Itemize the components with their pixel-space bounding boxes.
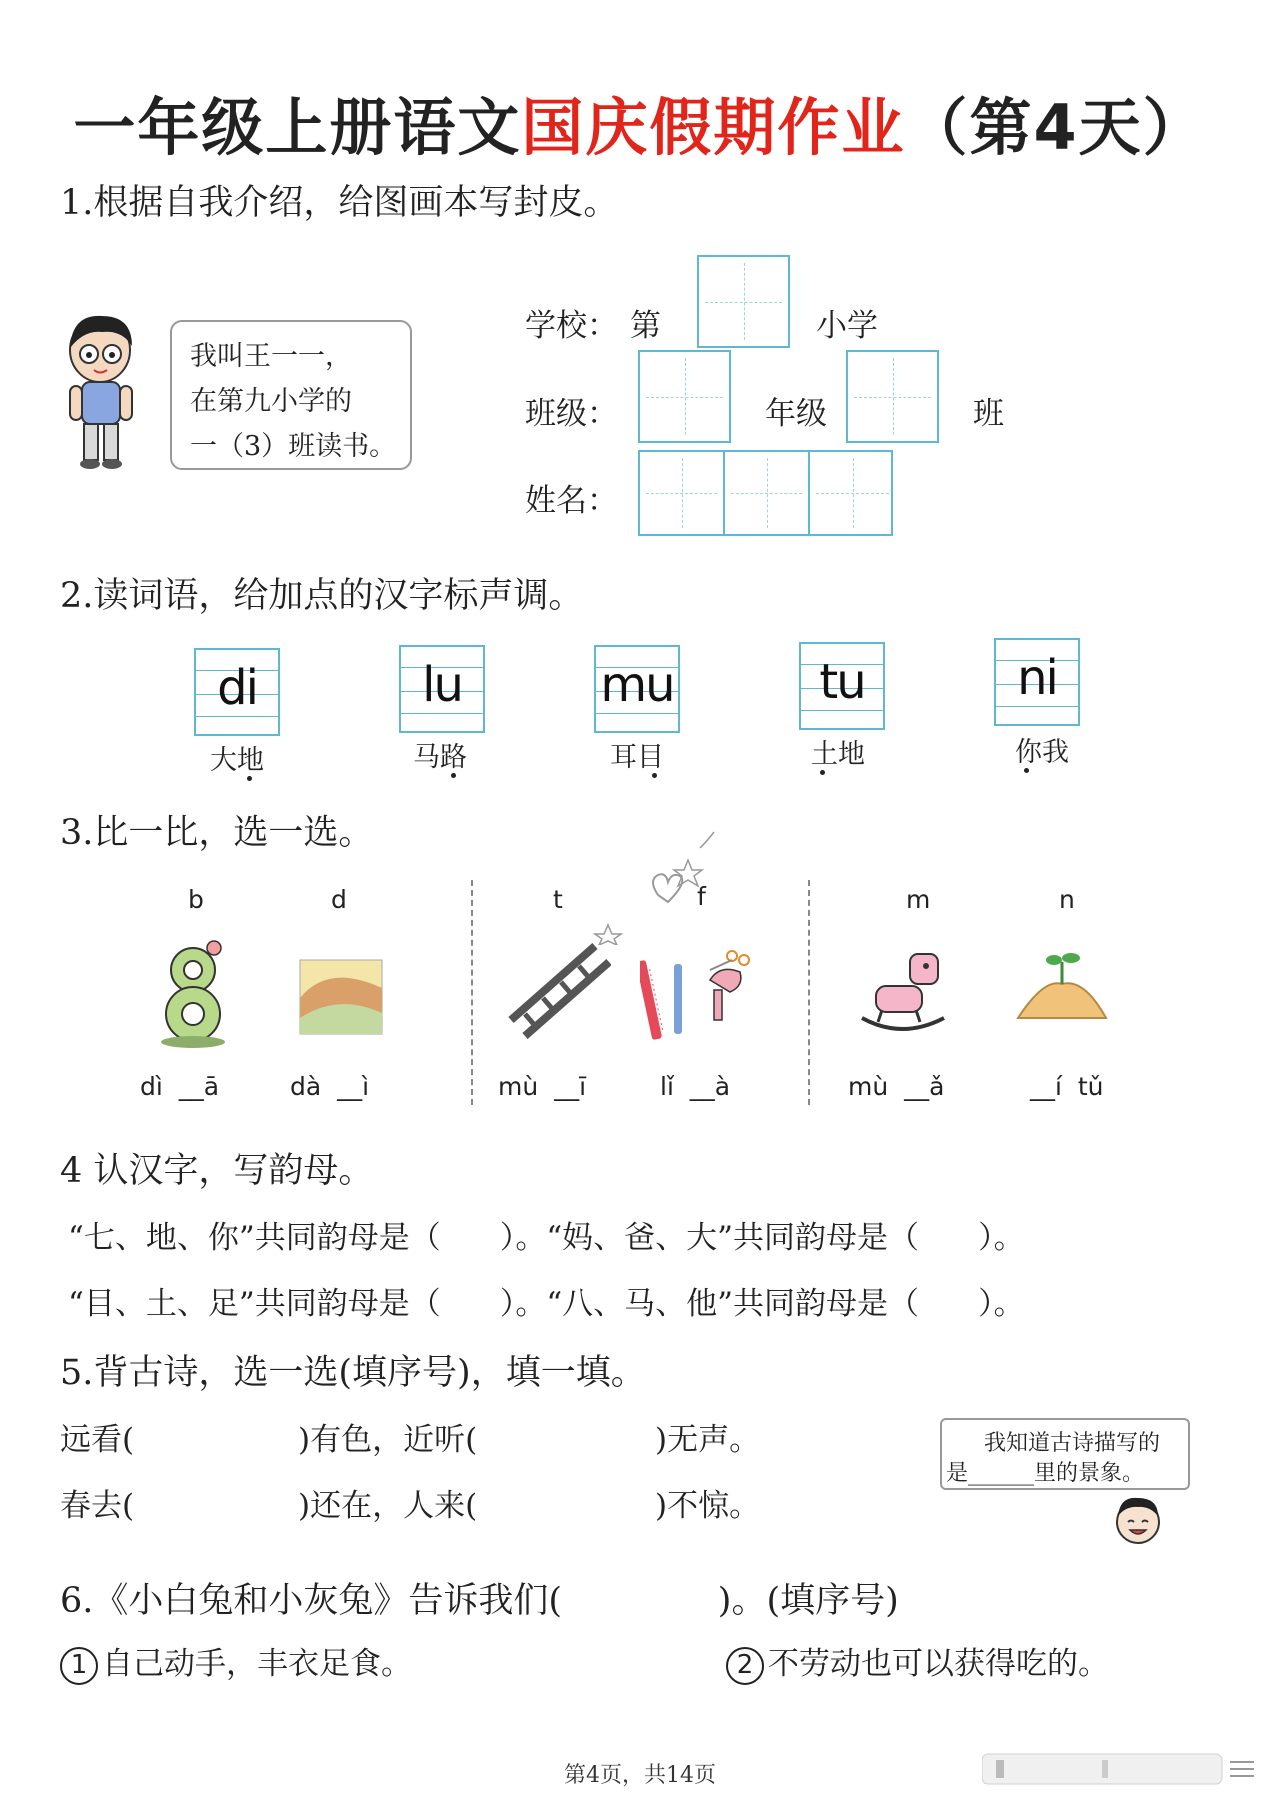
- q2-word-5: 你我: [1015, 737, 1069, 768]
- q4-heading: 4 认汉字，写韵母。: [60, 1151, 374, 1191]
- letter-f: f: [697, 882, 706, 911]
- q4-line-2: “目、土、足”共同韵母是（ ）。“八、马、他”共同韵母是（ ）。: [68, 1286, 1025, 1322]
- rocking-horse-picture: [852, 948, 952, 1034]
- q2-word-4: 土地: [811, 739, 865, 770]
- bubble-line-1: 我叫王一一，: [190, 341, 352, 372]
- hair-tools-picture: [640, 950, 755, 1050]
- class-label: 班级：: [525, 396, 618, 432]
- q5-line2-c: )不惊。: [655, 1488, 761, 1524]
- title-part3: （第4天）: [905, 91, 1207, 164]
- boy-illustration: [62, 308, 140, 474]
- name-label: 姓名：: [525, 483, 618, 519]
- scroll-bar-decoration: [982, 1750, 1258, 1788]
- q3-pinyin-5: mù __ǎ: [848, 1072, 945, 1101]
- page-footer: 第4页，共14页: [564, 1763, 716, 1788]
- q5-line2-b: )还在，人来(: [298, 1488, 478, 1524]
- title-part2: 国庆假期作业: [521, 91, 906, 164]
- pinyin-box-4: tu: [799, 642, 885, 730]
- intro-speech-bubble: [170, 320, 412, 470]
- sparkle-decoration: [588, 830, 718, 945]
- emphasis-dot: [1024, 768, 1029, 773]
- q6-option-2-text: 不劳动也可以获得吃的。: [768, 1646, 1109, 1682]
- divider: [808, 880, 810, 1105]
- smiling-boy-icon: [1112, 1492, 1164, 1546]
- pinyin-box-3: mu: [594, 645, 680, 733]
- class-word: 班: [973, 396, 1004, 432]
- pinyin-box-5: ni: [994, 638, 1080, 726]
- option-number-2: 2: [726, 1647, 764, 1685]
- emphasis-dot: [451, 773, 456, 778]
- q6-heading: 6.《小白兔和小灰兔》告诉我们( )。(填序号): [60, 1581, 899, 1621]
- q2-heading: 2.读词语，给加点的汉字标声调。: [60, 576, 584, 616]
- emphasis-dot: [820, 770, 825, 775]
- q6-option-1-text: 自己动手，丰衣足食。: [102, 1646, 412, 1682]
- q3-heading: 3.比一比，选一选。: [60, 813, 374, 853]
- grade-word: 年级: [765, 396, 827, 432]
- letter-n: n: [1059, 885, 1075, 914]
- hill-landscape-picture: [298, 958, 384, 1036]
- q2-word-3: 耳目: [610, 742, 664, 773]
- q3-pinyin-1: dì __ā: [140, 1072, 220, 1101]
- letter-m: m: [906, 885, 931, 914]
- q3-pinyin-6: __í tǔ: [1030, 1072, 1104, 1101]
- bubble-line-3: 一（3）班读书。: [190, 431, 397, 462]
- q5-line2-a: 春去(: [60, 1488, 135, 1524]
- q6-option-2[interactable]: [726, 1638, 1109, 1685]
- title-part1: 一年级上册语文: [73, 91, 522, 164]
- divider: [471, 880, 473, 1105]
- q2-word-1: 大地: [210, 745, 264, 776]
- emphasis-dot: [247, 776, 252, 781]
- q5-line1-b: )有色，近听(: [298, 1422, 478, 1458]
- sprout-in-soil-picture: [1014, 948, 1110, 1022]
- q5-heading: 5.背古诗，选一选(填序号)，填一填。: [60, 1353, 646, 1393]
- letter-d: d: [331, 885, 347, 914]
- school-prefix: 第: [630, 308, 661, 344]
- number-eight-picture: [158, 940, 228, 1048]
- ladder-picture: [505, 940, 611, 1040]
- poem-bubble-line-1: 我知道古诗描写的: [984, 1431, 1161, 1456]
- bubble-line-2: 在第九小学的: [190, 386, 352, 417]
- poem-bubble-line-2: 是______里的景象。: [946, 1461, 1145, 1486]
- q3-pinyin-4: lǐ __à: [660, 1072, 731, 1101]
- pinyin-box-1: di: [194, 648, 280, 736]
- q3-pinyin-2: dà __ì: [290, 1072, 370, 1101]
- poem-speech-bubble: [940, 1418, 1190, 1490]
- emphasis-dot: [652, 773, 657, 778]
- q2-word-2: 马路: [413, 742, 467, 773]
- worksheet-title: [0, 78, 1280, 167]
- q5-line1-c: )无声。: [655, 1422, 761, 1458]
- letter-b: b: [188, 885, 204, 914]
- q5-line1-a: 远看(: [60, 1422, 135, 1458]
- q1-heading: 1.根据自我介绍，给图画本写封皮。: [60, 183, 619, 223]
- pinyin-box-2: lu: [399, 645, 485, 733]
- q6-option-1[interactable]: [60, 1638, 412, 1685]
- q4-line-1: “七、地、你”共同韵母是（ ）。“妈、爸、大”共同韵母是（ ）。: [68, 1220, 1025, 1256]
- school-number-grid[interactable]: [697, 255, 790, 348]
- name-grid[interactable]: [638, 450, 893, 536]
- school-label: 学校：: [525, 308, 618, 344]
- q3-pinyin-3: mù __ī: [498, 1072, 587, 1101]
- option-number-1: 1: [60, 1647, 98, 1685]
- school-suffix: 小学: [816, 308, 878, 344]
- letter-t: t: [553, 885, 563, 914]
- grade-grid[interactable]: [638, 350, 731, 443]
- class-grid[interactable]: [846, 350, 939, 443]
